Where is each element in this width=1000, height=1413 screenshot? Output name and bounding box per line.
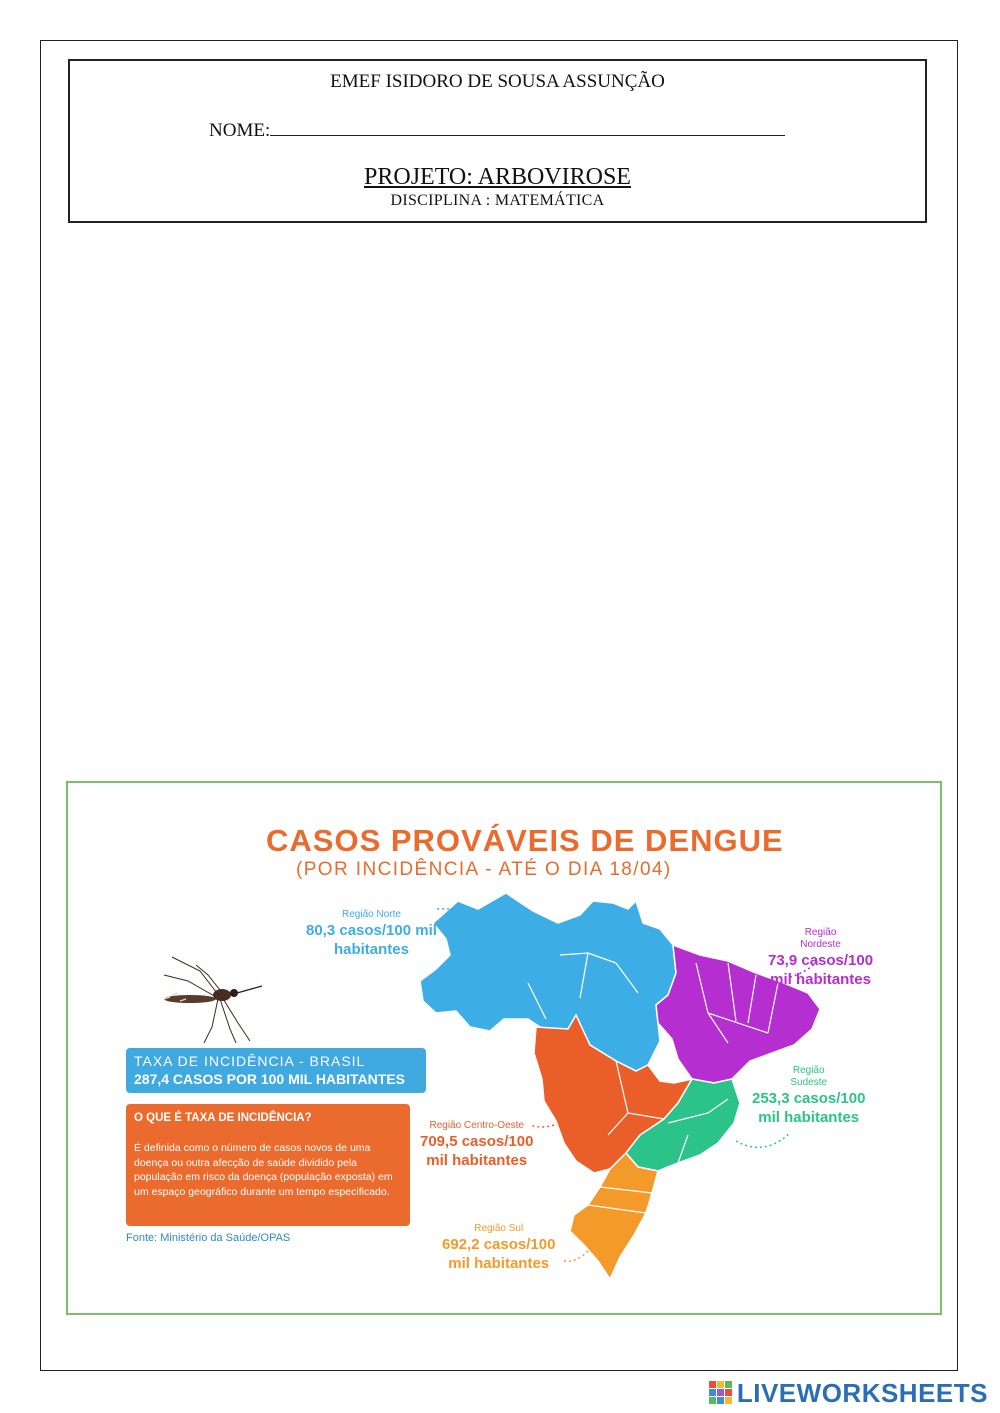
project-title: PROJETO: ARBOVIROSE — [364, 164, 631, 190]
liveworksheets-logo-icon — [709, 1381, 733, 1405]
incidence-rate-box — [126, 1048, 426, 1093]
mosquito-icon — [128, 953, 268, 1043]
source-note: Fonte: Ministério da Saúde/OPAS — [126, 1232, 291, 1244]
name-blank-line[interactable] — [270, 117, 785, 136]
liveworksheets-brand-text: LIVEWORKSHEETS — [736, 1377, 988, 1408]
region-sudeste-label: Região Sudeste 253,3 casos/100 mil habitantes — [752, 1065, 866, 1126]
region-centro-oeste-label: Região Centro-Oeste 709,5 casos/100 mil habitantes — [420, 1120, 534, 1169]
infographic-subtitle: (POR INCIDÊNCIA - ATÉ O DIA 18/04) — [296, 859, 672, 880]
discipline-label: DISCIPLINA : MATEMÁTICA — [390, 192, 605, 209]
definition-title: O QUE É TAXA DE INCIDÊNCIA? — [134, 1112, 312, 1124]
name-label: NOME: — [209, 120, 271, 141]
incidence-rate-value: 287,4 CASOS POR 100 MIL HABITANTES — [134, 1071, 405, 1087]
incidence-rate-title: TAXA DE INCIDÊNCIA - BRASIL — [134, 1053, 366, 1069]
header-box — [68, 59, 927, 223]
dengue-infographic — [66, 781, 942, 1315]
definition-box — [126, 1104, 410, 1226]
infographic-title: CASOS PROVÁVEIS DE DENGUE — [266, 823, 784, 858]
region-nordeste-label: Região Nordeste 73,9 casos/100 mil habitantes — [768, 927, 874, 988]
name-field[interactable] — [209, 117, 785, 142]
definition-text: É definida como o número de casos novos de uma doença ou outra afecção de saúde dividido pela população em risco da doença (população exposta) em um espaço geográfico durante um tempo especificado. — [134, 1142, 393, 1198]
region-norte-label: Região Norte 80,3 casos/100 mil habitantes — [306, 909, 437, 958]
region-sul-label: Região Sul 692,2 casos/100 mil habitantes — [442, 1223, 556, 1272]
liveworksheets-logo[interactable] — [709, 1378, 988, 1408]
school-name: EMEF ISIDORO DE SOUSA ASSUNÇÃO — [330, 71, 665, 92]
map-region-sul — [570, 1153, 658, 1279]
